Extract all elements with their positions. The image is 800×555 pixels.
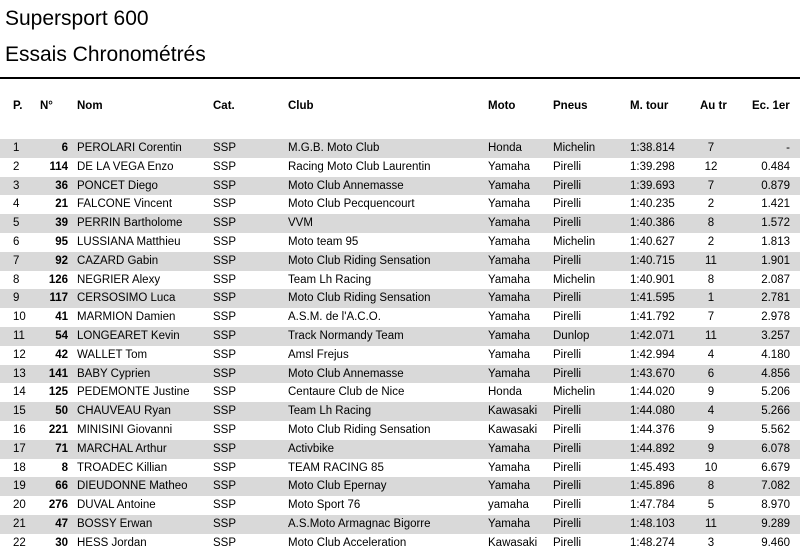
number-cell: 6 [61, 142, 68, 154]
club-cell: Moto Club Riding Sensation [288, 254, 431, 267]
table-row [0, 477, 800, 496]
number-cell: 30 [55, 536, 68, 549]
category-cell: SSP [213, 142, 237, 154]
club-cell: VVM [288, 217, 313, 230]
category-cell: SSP [213, 423, 237, 436]
position-cell: 22 [13, 536, 26, 549]
header-number: N° [40, 100, 53, 112]
table-row [0, 383, 800, 402]
table-row [0, 365, 800, 384]
best-lap-cell: 1:44.892 [630, 442, 675, 455]
tyres-cell: Pirelli [553, 179, 582, 192]
moto-cell: Yamaha [488, 329, 530, 342]
moto-cell: Yamaha [488, 254, 530, 267]
number-cell: 8 [61, 461, 68, 474]
gap-cell: 1.901 [761, 254, 790, 267]
number-cell: 126 [48, 273, 68, 286]
name-cell: PEROLARI Corentin [77, 142, 182, 154]
gap-cell: 5.206 [761, 386, 790, 399]
name-cell: DIEUDONNE Matheo [77, 480, 188, 493]
name-cell: CAZARD Gabin [77, 254, 159, 267]
club-cell: Moto Club Annemasse [288, 367, 404, 380]
moto-cell: Yamaha [488, 198, 530, 211]
gap-cell: 2.087 [761, 273, 790, 286]
category-cell: SSP [213, 348, 237, 361]
moto-cell: Yamaha [488, 217, 530, 230]
table-row [0, 496, 800, 515]
lap-number-cell: 4 [707, 405, 715, 418]
number-cell: 92 [55, 254, 68, 267]
club-cell: A.S.Moto Armagnac Bigorre [288, 517, 431, 530]
position-cell: 7 [13, 254, 20, 267]
best-lap-cell: 1:44.376 [630, 423, 675, 436]
table-row [0, 402, 800, 421]
position-cell: 13 [13, 367, 26, 380]
table-row [0, 252, 800, 271]
lap-number-cell: 9 [707, 386, 715, 399]
category-cell: SSP [213, 499, 237, 512]
lap-number-cell: 11 [705, 517, 717, 530]
table-row [0, 308, 800, 327]
moto-cell: Yamaha [488, 461, 530, 474]
position-cell: 12 [13, 348, 26, 361]
table-row [0, 177, 800, 196]
lap-number-cell: 11 [705, 329, 717, 342]
category-cell: SSP [213, 536, 237, 549]
category-cell: SSP [213, 198, 237, 211]
best-lap-cell: 1:48.103 [630, 517, 675, 530]
moto-cell: Yamaha [488, 367, 530, 380]
gap-cell: 5.266 [761, 405, 790, 418]
table-row [0, 421, 800, 440]
position-cell: 3 [13, 179, 20, 192]
category-cell: SSP [213, 442, 237, 455]
gap-cell: 4.856 [761, 367, 790, 380]
best-lap-cell: 1:42.994 [630, 348, 675, 361]
number-cell: 21 [55, 198, 68, 211]
club-cell: A.S.M. de l'A.C.O. [288, 311, 381, 324]
position-cell: 20 [13, 499, 26, 512]
position-cell: 6 [13, 235, 20, 248]
best-lap-cell: 1:44.020 [630, 386, 675, 399]
best-lap-cell: 1:41.595 [630, 292, 675, 305]
club-cell: Moto Club Annemasse [288, 179, 404, 192]
position-cell: 10 [13, 311, 26, 324]
name-cell: FALCONE Vincent [77, 198, 173, 211]
tyres-cell: Pirelli [553, 160, 582, 173]
gap-cell: 1.813 [761, 235, 790, 248]
tyres-cell: Michelin [553, 235, 596, 248]
tyres-cell: Pirelli [553, 367, 582, 380]
club-cell: Moto Club Acceleration [288, 536, 407, 549]
table-row [0, 515, 800, 534]
header-position: P. [13, 100, 23, 112]
number-cell: 47 [55, 517, 68, 530]
gap-cell: 2.978 [761, 311, 790, 324]
lap-number-cell: 8 [707, 480, 715, 493]
name-cell: DE LA VEGA Enzo [77, 160, 174, 173]
gap-cell: - [786, 142, 790, 154]
club-cell: Moto team 95 [288, 235, 359, 248]
moto-cell: Yamaha [488, 517, 530, 530]
best-lap-cell: 1:40.235 [630, 198, 675, 211]
tyres-cell: Dunlop [553, 329, 590, 342]
number-cell: 276 [48, 499, 68, 512]
gap-cell: 6.078 [761, 442, 790, 455]
best-lap-cell: 1:39.298 [630, 160, 675, 173]
name-cell: LONGEARET Kevin [77, 329, 180, 342]
best-lap-cell: 1:41.792 [630, 311, 675, 324]
moto-cell: Yamaha [488, 160, 530, 173]
moto-cell: Yamaha [488, 179, 530, 192]
table-row [0, 440, 800, 459]
table-row [0, 139, 800, 158]
lap-number-cell: 8 [707, 217, 715, 230]
table-row [0, 534, 800, 553]
number-cell: 71 [55, 442, 68, 455]
position-cell: 18 [13, 461, 26, 474]
category-cell: SSP [213, 367, 237, 380]
moto-cell: Kawasaki [488, 405, 538, 418]
moto-cell: Yamaha [488, 480, 530, 493]
tyres-cell: Pirelli [553, 480, 582, 493]
best-lap-cell: 1:42.071 [630, 329, 675, 342]
moto-cell: Yamaha [488, 292, 530, 305]
number-cell: 42 [55, 348, 68, 361]
table-row [0, 271, 800, 290]
header-tyres: Pneus [553, 100, 588, 112]
best-lap-cell: 1:40.627 [630, 235, 675, 248]
lap-number-cell: 10 [704, 461, 718, 474]
gap-cell: 2.781 [761, 292, 790, 305]
lap-number-cell: 2 [707, 235, 715, 248]
club-cell: Team Lh Racing [288, 273, 372, 286]
results-table [0, 139, 800, 553]
club-cell: Centaure Club de Nice [288, 386, 405, 399]
number-cell: 54 [55, 329, 68, 342]
tyres-cell: Pirelli [553, 348, 582, 361]
best-lap-cell: 1:40.386 [630, 217, 675, 230]
category-cell: SSP [213, 461, 237, 474]
club-cell: Moto Club Riding Sensation [288, 423, 431, 436]
tyres-cell: Pirelli [553, 461, 582, 474]
name-cell: LUSSIANA Matthieu [77, 235, 181, 248]
moto-cell: Yamaha [488, 348, 530, 361]
moto-cell: Yamaha [488, 235, 530, 248]
gap-cell: 6.679 [761, 461, 790, 474]
moto-cell: Yamaha [488, 273, 530, 286]
position-cell: 9 [13, 292, 20, 305]
name-cell: NEGRIER Alexy [77, 273, 161, 286]
header-gap-leader: Ec. 1er [752, 100, 790, 112]
tyres-cell: Pirelli [553, 536, 582, 549]
header-club: Club [288, 100, 314, 112]
club-cell: Activbike [288, 442, 335, 455]
category-cell: SSP [213, 292, 237, 305]
name-cell: WALLET Tom [77, 348, 148, 361]
lap-number-cell: 4 [707, 348, 715, 361]
best-lap-cell: 1:48.274 [630, 536, 675, 549]
lap-number-cell: 9 [707, 442, 715, 455]
number-cell: 125 [48, 386, 68, 399]
club-cell: Racing Moto Club Laurentin [288, 160, 431, 173]
lap-number-cell: 5 [707, 499, 715, 512]
tyres-cell: Pirelli [553, 405, 582, 418]
moto-cell: Kawasaki [488, 423, 538, 436]
table-header [0, 97, 800, 117]
position-cell: 19 [13, 480, 26, 493]
club-cell: Amsl Frejus [288, 348, 349, 361]
club-cell: Track Normandy Team [288, 329, 404, 342]
moto-cell: Honda [488, 386, 522, 399]
number-cell: 114 [49, 160, 68, 173]
category-cell: SSP [213, 273, 237, 286]
tyres-cell: Pirelli [553, 499, 582, 512]
lap-number-cell: 8 [707, 273, 715, 286]
name-cell: DUVAL Antoine [77, 499, 156, 512]
position-cell: 11 [13, 329, 25, 342]
table-row [0, 233, 800, 252]
moto-cell: Yamaha [488, 311, 530, 324]
category-cell: SSP [213, 386, 237, 399]
header-category: Cat. [213, 100, 235, 112]
tyres-cell: Michelin [553, 386, 596, 399]
header-lap-number: Au tr [700, 100, 727, 112]
position-cell: 1 [13, 142, 20, 154]
gap-cell: 9.460 [761, 536, 790, 549]
category-cell: SSP [213, 217, 237, 230]
category-cell: SSP [213, 480, 237, 493]
number-cell: 95 [55, 235, 68, 248]
club-cell: Moto Club Riding Sensation [288, 292, 431, 305]
category-cell: SSP [213, 235, 237, 248]
category-cell: SSP [213, 311, 237, 324]
lap-number-cell: 6 [707, 367, 715, 380]
gap-cell: 4.180 [761, 348, 790, 361]
table-row [0, 158, 800, 177]
best-lap-cell: 1:38.814 [630, 142, 675, 154]
category-cell: SSP [213, 517, 237, 530]
tyres-cell: Michelin [553, 142, 596, 154]
name-cell: MARCHAL Arthur [77, 442, 167, 455]
club-cell: M.G.B. Moto Club [288, 142, 380, 154]
position-cell: 17 [13, 442, 26, 455]
lap-number-cell: 7 [707, 142, 715, 154]
moto-cell: yamaha [488, 499, 529, 512]
number-cell: 66 [55, 480, 68, 493]
number-cell: 141 [48, 367, 68, 380]
gap-cell: 8.970 [761, 499, 790, 512]
club-cell: Moto Club Epernay [288, 480, 387, 493]
name-cell: PONCET Diego [77, 179, 158, 192]
table-row [0, 459, 800, 478]
lap-number-cell: 7 [707, 179, 715, 192]
name-cell: HESS Jordan [77, 536, 147, 549]
club-cell: Moto Sport 76 [288, 499, 361, 512]
name-cell: MARMION Damien [77, 311, 176, 324]
moto-cell: Yamaha [488, 442, 530, 455]
table-row [0, 327, 800, 346]
name-cell: TROADEC Killian [77, 461, 168, 474]
tyres-cell: Pirelli [553, 292, 582, 305]
header-best-lap: M. tour [630, 100, 669, 112]
name-cell: PEDEMONTE Justine [77, 386, 190, 399]
position-cell: 8 [13, 273, 20, 286]
lap-number-cell: 12 [704, 160, 718, 173]
best-lap-cell: 1:44.080 [630, 405, 675, 418]
table-row [0, 195, 800, 214]
tyres-cell: Pirelli [553, 423, 582, 436]
table-row [0, 289, 800, 308]
name-cell: MINISINI Giovanni [77, 423, 173, 436]
tyres-cell: Pirelli [553, 254, 582, 267]
page-subtitle: Essais Chronométrés [5, 43, 206, 66]
position-cell: 14 [13, 386, 26, 399]
gap-cell: 0.484 [761, 160, 790, 173]
position-cell: 16 [13, 423, 26, 436]
name-cell: BABY Cyprien [77, 367, 151, 380]
best-lap-cell: 1:40.901 [630, 273, 675, 286]
number-cell: 50 [55, 405, 68, 418]
best-lap-cell: 1:39.693 [630, 179, 675, 192]
title-divider [0, 77, 800, 79]
position-cell: 2 [13, 160, 20, 173]
tyres-cell: Michelin [553, 273, 596, 286]
position-cell: 21 [13, 517, 26, 530]
table-row [0, 346, 800, 365]
gap-cell: 9.289 [761, 517, 790, 530]
header-name: Nom [77, 100, 103, 112]
table-row [0, 214, 800, 233]
tyres-cell: Pirelli [553, 198, 582, 211]
tyres-cell: Pirelli [553, 311, 582, 324]
club-cell: Team Lh Racing [288, 405, 372, 418]
gap-cell: 0.879 [761, 179, 790, 192]
gap-cell: 7.082 [761, 480, 790, 493]
gap-cell: 1.421 [761, 198, 790, 211]
category-cell: SSP [213, 254, 237, 267]
club-cell: Moto Club Pecquencourt [288, 198, 415, 211]
position-cell: 4 [13, 198, 20, 211]
tyres-cell: Pirelli [553, 217, 582, 230]
gap-cell: 1.572 [761, 217, 790, 230]
header-moto: Moto [488, 100, 516, 112]
lap-number-cell: 1 [707, 292, 715, 305]
best-lap-cell: 1:45.896 [630, 480, 675, 493]
number-cell: 221 [48, 423, 68, 436]
position-cell: 5 [13, 217, 20, 230]
lap-number-cell: 2 [707, 198, 715, 211]
name-cell: CERSOSIMO Luca [77, 292, 176, 305]
name-cell: CHAUVEAU Ryan [77, 405, 171, 418]
tyres-cell: Pirelli [553, 517, 582, 530]
gap-cell: 5.562 [761, 423, 790, 436]
tyres-cell: Pirelli [553, 442, 582, 455]
category-cell: SSP [213, 160, 237, 173]
gap-cell: 3.257 [761, 329, 790, 342]
category-cell: SSP [213, 405, 237, 418]
number-cell: 41 [55, 311, 68, 324]
best-lap-cell: 1:45.493 [630, 461, 675, 474]
position-cell: 15 [13, 405, 26, 418]
number-cell: 36 [55, 179, 68, 192]
best-lap-cell: 1:40.715 [630, 254, 675, 267]
page-title: Supersport 600 [5, 7, 149, 30]
category-cell: SSP [213, 179, 237, 192]
category-cell: SSP [213, 329, 237, 342]
moto-cell: Kawasaki [488, 536, 538, 549]
lap-number-cell: 3 [707, 536, 715, 549]
name-cell: BOSSY Erwan [77, 517, 153, 530]
lap-number-cell: 11 [705, 254, 717, 267]
number-cell: 117 [49, 292, 68, 305]
best-lap-cell: 1:43.670 [630, 367, 675, 380]
lap-number-cell: 9 [707, 423, 715, 436]
name-cell: PERRIN Bartholome [77, 217, 183, 230]
lap-number-cell: 7 [707, 311, 715, 324]
club-cell: TEAM RACING 85 [288, 461, 384, 474]
number-cell: 39 [55, 217, 68, 230]
moto-cell: Honda [488, 142, 522, 154]
best-lap-cell: 1:47.784 [630, 499, 675, 512]
